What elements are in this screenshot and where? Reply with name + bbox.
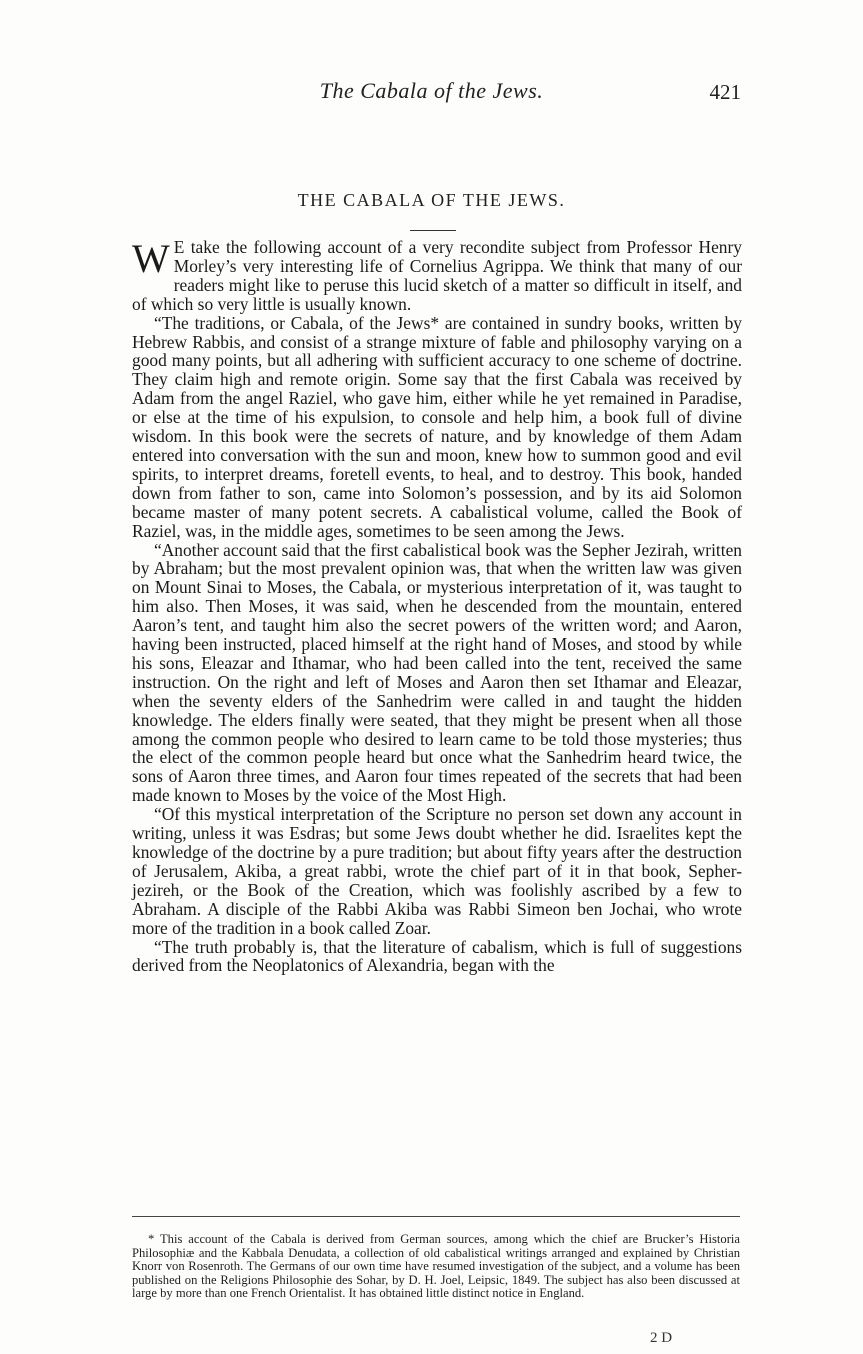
signature-mark: 2 D [650, 1330, 673, 1346]
drop-cap: W [132, 236, 170, 281]
paragraph-5: “The truth probably is, that the literature of cabalism, which is full of suggestions derived from the Neoplatonics of Alexandria, began with the [132, 936, 742, 976]
running-head-title: The Cabala of the Jews. [319, 78, 544, 103]
paragraph-2: “The traditions, or Cabala, of the Jews* are contained in sundry books, written by Hebrew Rabbis, and consist of a strange mixture of fable and philosophy varying on a good many points, but all adhering with sufficient accuracy to one scheme of doctrine. They claim high and remote origin. Some say that the first Cabala was received by Adam from the angel Raziel, who gave him, either while he yet remained in Paradise, or else at the time of his expulsion, to console and help him, a book full of divine wisdom. In this book were the secrets of nature, and by knowledge of them Adam entered into conversation with the sun and moon, knew how to summon good and evil spirits, to interpret dreams, foretell events, to heal, and to destroy. This book, handed down from father to son, came into Solomon’s possession, and by its aid Solomon became master of many potent secrets. A cabalistical volume, called the Book of Raziel, was, in the middle ages, sometimes to be seen among the Jews. [132, 312, 742, 541]
article-title: THE CABALA OF THE JEWS. [297, 190, 566, 210]
footnote-text: * This account of the Cabala is derived from German sources, among which the chief are Brucker’s Historia Philosophiæ and the Kabbala Denudata, a collection of old cabalistical writings arranged and explained by Christian Knorr von Rosenroth. The Germans of our own time have resumed investigation of the subject, and a volume has been published on the Religions Philosophie des Sohar, by D. H. Joel, Leipsic, 1849. The subject has also been discussed at large by more than one French Orientalist. It has obtained little distinct notice in England. [132, 1232, 740, 1301]
paragraph-1 [132, 238, 742, 314]
title-rule [410, 230, 456, 231]
page-number: 421 [709, 80, 741, 104]
footnote [132, 1233, 740, 1301]
article-body [132, 238, 742, 975]
footnote-rule [132, 1216, 740, 1217]
paragraph-4: “Of this mystical interpretation of the Scripture no person set down any account in writing, unless it was Esdras; but some Jews doubt whether he did. Israelites kept the knowledge of the doctrine by a pure tradition; but about fifty years after the destruction of Jerusalem, Akiba, a great rabbi, wrote the chief part of it in that book, Sepher-jezireh, or the Book of the Creation, which was foolishly ascribed by a few to Abraham. A disciple of the Rabbi Akiba was Rabbi Simeon ben Jochai, who wrote more of the tradition in a book called Zoar. [132, 804, 742, 938]
paragraph-text: E take the following account of a very recondite subject from Professor Henry Morley’s very interesting life of Cornelius Agrippa. We think that many of our readers might like to peruse this lucid sketch of a matter so difficult in itself, and of which so very little is usually known. [132, 237, 742, 314]
running-head [0, 78, 863, 118]
paragraph-3: “Another account said that the first cabalistical book was the Sepher Jezirah, written by Abraham; but the most prevalent opinion was, that when the written law was given on Mount Sinai to Moses, the Cabala, or mysterious interpretation of it, was taught to him also. Then Moses, it was said, when he descended from the mountain, entered Aaron’s tent, and taught him also the secret powers of the written word; and Aaron, having been instructed, placed himself at the right hand of Moses, and stood by while his sons, Eleazar and Ithamar, who had been called into the tent, received the same instruction. On the right and left of Moses and Aaron then set Ithamar and Eleazar, when the seventy elders of the Sanhedrim were called in and taught the hidden knowledge. The elders finally were seated, that they might be present when all those among the common people who desired to learn came to be told those mysteries; thus the elect of the common people heard but once what the Sanhedrim heard twice, the sons of Aaron three times, and Aaron four times repeated of the secrets that had been made known to Moses by the voice of the Most High. [132, 539, 742, 806]
